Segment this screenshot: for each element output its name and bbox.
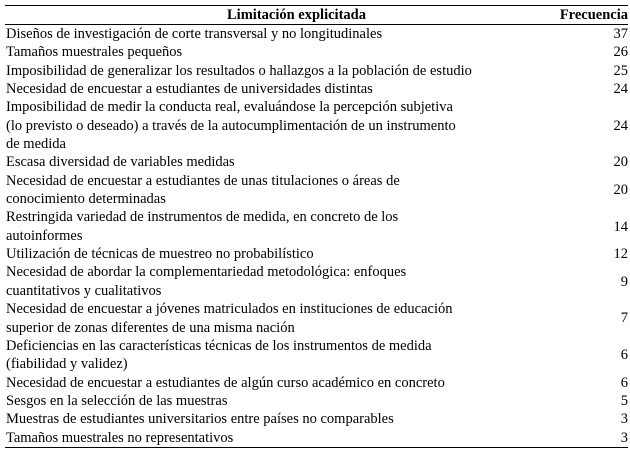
limitation-cell bbox=[5, 337, 548, 374]
limitation-text-line: Necesidad de encuestar a estudiantes de algún curso académico en concreto bbox=[6, 374, 445, 391]
limitation-text-line: Tamaños muestrales pequeños bbox=[6, 44, 183, 61]
frequency-cell: 24 bbox=[613, 81, 628, 98]
limitation-text-line: Imposibilidad de medir la conducta real, evaluándose la percepción subjetiva bbox=[6, 99, 453, 116]
limitation-text-line: Tamaños muestrales no representativos bbox=[6, 429, 234, 446]
limitation-cell bbox=[5, 300, 548, 337]
limitation-text-line: Necesidad de encuestar a estudiantes de unas titulaciones o áreas de bbox=[6, 172, 400, 189]
limitation-text-line: (lo previsto o deseado) a través de la autocumplimentación de un instrumento bbox=[6, 117, 456, 134]
table-row bbox=[5, 337, 628, 374]
limitation-cell bbox=[5, 43, 548, 61]
table-body bbox=[5, 25, 628, 447]
table-row bbox=[5, 98, 628, 153]
frequency-cell: 20 bbox=[613, 181, 628, 198]
table-row bbox=[5, 208, 628, 245]
limitation-cell bbox=[5, 25, 548, 43]
table-row bbox=[5, 392, 628, 410]
limitation-text-line: Escasa diversidad de variables medidas bbox=[6, 154, 235, 171]
limitation-text-line: conocimiento determinadas bbox=[6, 191, 166, 208]
frequency-cell: 7 bbox=[620, 310, 628, 327]
limitation-text-line: Sesgos en la selección de las muestras bbox=[6, 392, 228, 409]
frequency-cell: 20 bbox=[613, 154, 628, 171]
table-row bbox=[5, 62, 628, 80]
limitation-cell bbox=[5, 263, 548, 300]
header-limitation: Limitación explicitada bbox=[227, 7, 366, 23]
limitation-cell bbox=[5, 374, 548, 392]
table-row bbox=[5, 410, 628, 428]
table-row bbox=[5, 300, 628, 337]
table-row bbox=[5, 429, 628, 447]
limitation-text-line: Restringida variedad de instrumentos de medida, en concreto de los bbox=[6, 209, 399, 226]
table-row bbox=[5, 263, 628, 300]
frequency-cell: 6 bbox=[620, 374, 628, 391]
frequency-cell: 14 bbox=[613, 218, 628, 235]
frequency-cell: 3 bbox=[620, 429, 628, 446]
table-row bbox=[5, 153, 628, 171]
frequency-cell: 6 bbox=[620, 347, 628, 364]
limitation-cell bbox=[5, 429, 548, 447]
limitation-cell bbox=[5, 410, 548, 428]
table-row bbox=[5, 43, 628, 61]
table-row bbox=[5, 172, 628, 209]
limitation-text-line: Necesidad de abordar la complementariedad metodológica: enfoques bbox=[6, 264, 407, 281]
limitation-text-line: de medida bbox=[6, 136, 66, 153]
limitation-text-line: Utilización de técnicas de muestreo no probabilístico bbox=[6, 246, 314, 263]
frequency-cell: 3 bbox=[620, 411, 628, 428]
frequency-cell: 37 bbox=[613, 26, 628, 42]
frequency-cell: 9 bbox=[620, 273, 628, 290]
table-row bbox=[5, 25, 628, 43]
limitation-text-line: (fiabilidad y validez) bbox=[6, 356, 128, 373]
limitation-text-line: superior de zonas diferentes de una misma nación bbox=[6, 319, 295, 336]
limitation-text-line: Diseños de investigación de corte transversal y no longitudinales bbox=[6, 26, 383, 42]
limitation-cell bbox=[5, 153, 548, 171]
frequency-cell: 12 bbox=[613, 246, 628, 263]
frequency-cell: 25 bbox=[613, 62, 628, 79]
limitations-table bbox=[5, 5, 628, 448]
table-header bbox=[5, 6, 628, 25]
limitation-text-line: Muestras de estudiantes universitarios entre países no comparables bbox=[6, 411, 394, 428]
limitation-text-line: cuantitativos y cualitativos bbox=[6, 282, 162, 299]
header-frequency: Frecuencia bbox=[559, 7, 628, 23]
limitation-text-line: Necesidad de encuestar a jóvenes matriculados en instituciones de educación bbox=[6, 301, 453, 318]
limitation-cell bbox=[5, 62, 548, 80]
limitation-cell bbox=[5, 80, 548, 98]
limitation-cell bbox=[5, 208, 548, 245]
limitation-text-line: Deficiencias en las características técnicas de los instrumentos de medida bbox=[6, 337, 432, 354]
limitation-text-line: Imposibilidad de generalizar los resultados o hallazgos a la población de estudio bbox=[6, 62, 472, 79]
limitation-text-line: Necesidad de encuestar a estudiantes de universidades distintas bbox=[6, 81, 373, 98]
limitation-text-line: autoinformes bbox=[6, 227, 83, 244]
table-row bbox=[5, 245, 628, 263]
limitation-cell bbox=[5, 172, 548, 209]
limitation-cell bbox=[5, 245, 548, 263]
frequency-cell: 26 bbox=[613, 44, 628, 61]
frequency-cell: 24 bbox=[613, 117, 628, 134]
table-row bbox=[5, 374, 628, 392]
limitation-cell bbox=[5, 98, 548, 153]
limitation-cell bbox=[5, 392, 548, 410]
frequency-cell: 5 bbox=[620, 392, 628, 409]
table-row bbox=[5, 80, 628, 98]
